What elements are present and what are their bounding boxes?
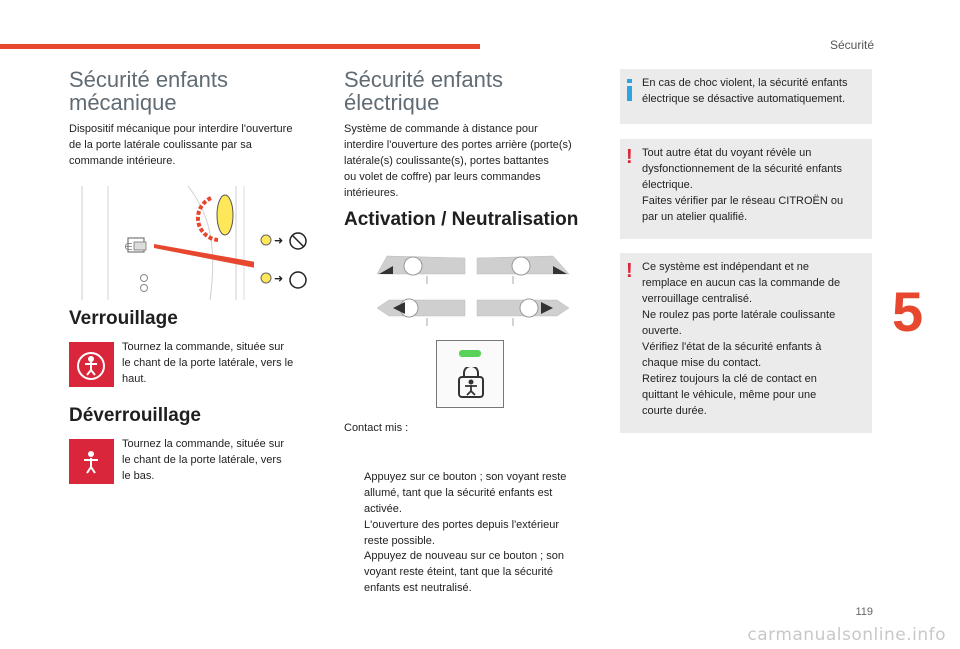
warning-note-text: Tout autre état du voyant révèle un dysfonctionnement de la sécurité enfants électrique. Faites vérifier par le réseau CITROËN ou par un atelier qualifié. [642,147,844,223]
door-lock-illustration [68,182,332,304]
electric-title [344,68,503,114]
vehicle-door-diagram [373,244,573,332]
activation-heading: Activation / Neutralisation [344,209,579,230]
electric-intro: Système de commande à distance pour interdire l'ouverture des portes arrière (porte(s) latérale(s) coulissante(s), portes battantes ou volet de coffre) par leurs commandes intérieures. [344,123,572,199]
info-note [620,69,872,124]
mechanical-title-line1: Sécurité enfants [69,67,228,92]
lock-heading: Verrouillage [69,308,178,329]
contact-label: Contact mis : [344,422,409,434]
child-lock-button[interactable] [436,340,504,408]
svg-text:➜: ➜ [274,272,284,285]
child-lock-symbol-icon [457,367,485,399]
watermark: carmanualsonline.info [747,625,946,645]
mechanical-title [69,68,228,114]
mechanical-intro: Dispositif mécanique pour interdire l'ouverture de la porte latérale coulissante par sa commande intérieure. [69,123,293,167]
warning-icon: ! [626,146,633,168]
section-title: Sécurité [829,38,874,52]
info-icon [625,79,634,101]
bullet-text: Appuyez sur ce bouton ; son voyant reste allumé, tant que la sécurité enfants est activée. L'ouverture des portes depuis l'extérieur reste possible. [364,471,567,547]
child-unlock-icon [69,439,114,484]
page-number: 119 [855,606,873,618]
accent-bar [0,44,480,49]
warning-note [620,139,872,239]
child-lock-icon [69,342,114,387]
electric-title-line1: Sécurité enfants [344,67,503,92]
status-led [459,350,481,357]
lock-text: Tournez la commande, située sur le chant de la porte latérale, vers le haut. [122,341,294,385]
warning-note [620,253,872,433]
chapter-number: 5 [892,280,924,343]
bullet-item [344,516,619,596]
warning-icon: ! [626,260,633,282]
electric-title-line2: électrique [344,90,440,115]
unlock-text: Tournez la commande, située sur le chant de la porte latérale, vers le bas. [122,438,285,482]
bullet-text: Appuyez de nouveau sur ce bouton ; son voyant reste éteint, tant que la sécurité enfants est neutralisé. [364,550,564,594]
unlock-heading: Déverrouillage [69,405,201,426]
info-note-text: En cas de choc violent, la sécurité enfants électrique se désactive automatiquement. [642,77,848,105]
mechanical-title-line2: mécanique [69,90,177,115]
warning-note-text: Ce système est indépendant et ne remplace en aucun cas la commande de verrouillage centralisé. Ne roulez pas porte latérale coulissante ouverte. Vérifiez l'état de la sécurité enfants à chaque mise du contact. Retirez toujours la clé de contact en quittant le véhicule, même pour une courte durée. [642,261,841,417]
svg-text:∈: ∈ [124,242,133,253]
svg-text:➜: ➜ [274,234,284,247]
